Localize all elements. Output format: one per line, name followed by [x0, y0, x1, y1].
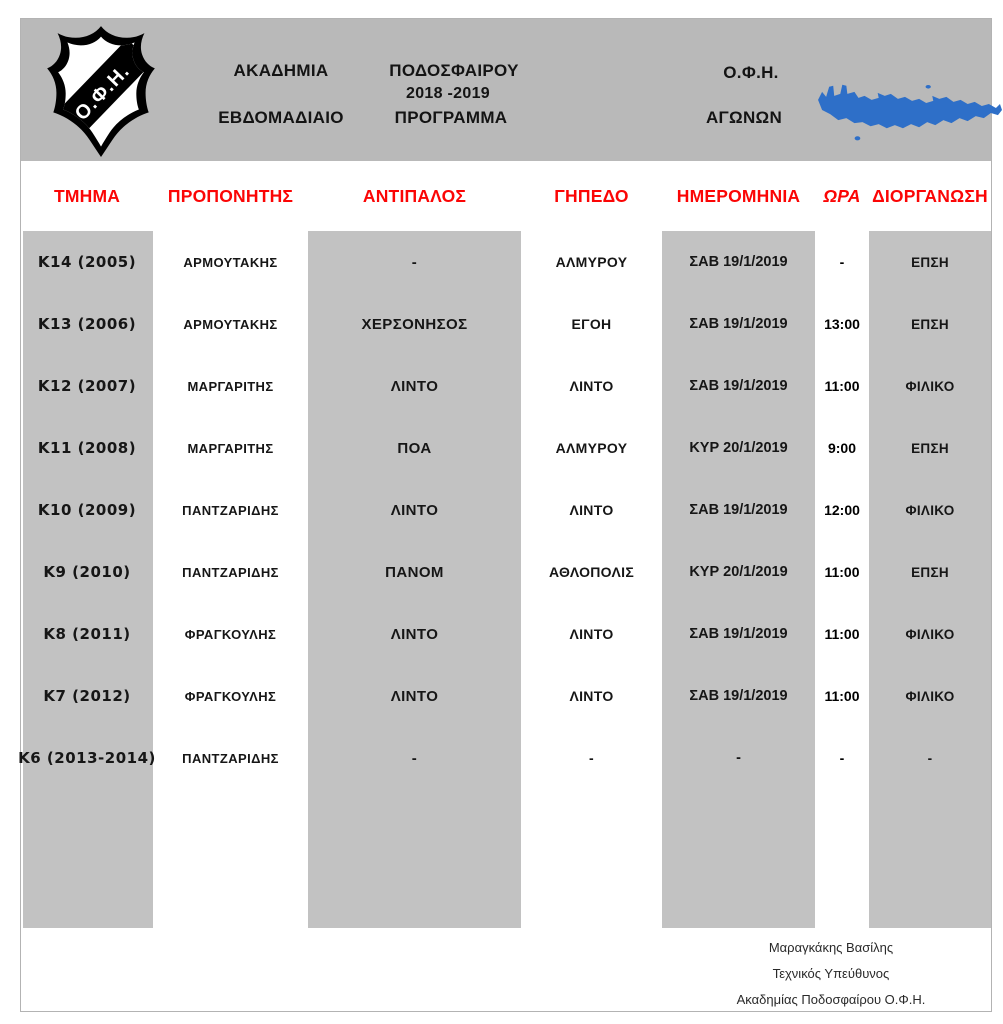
table-body — [18, 231, 991, 928]
competition-cell: ΦΙΛΙΚΟ — [905, 502, 955, 518]
coach-cell: ΑΡΜΟΥΤΑΚΗΣ — [183, 316, 278, 332]
ofi-crest-icon — [43, 25, 159, 157]
team-cell: Κ8 (2011) — [43, 625, 131, 643]
opponent-cell: ΛΙΝΤΟ — [390, 625, 439, 643]
coach-cell: ΜΑΡΓΑΡΙΤΗΣ — [187, 378, 274, 394]
date-cell: ΣΑΒ 19/1/2019 — [689, 254, 788, 270]
date-cell: ΣΑΒ 19/1/2019 — [689, 502, 788, 518]
date-cell: ΚΥΡ 20/1/2019 — [689, 440, 788, 456]
venue-cell: - — [589, 750, 594, 766]
table-header-row — [21, 161, 991, 231]
competition-cell: ΦΙΛΙΚΟ — [905, 626, 955, 642]
venue-cell: ΛΙΝΤΟ — [569, 502, 614, 518]
date-cell: ΣΑΒ 19/1/2019 — [689, 316, 788, 332]
time-cell: 12:00 — [824, 502, 860, 518]
column-header-proponitis: ΠΡΟΠΟΝΗΤΗΣ — [167, 185, 294, 206]
title-agonon: ΑΓΩΝΩΝ — [705, 108, 783, 127]
time-cell: 13:00 — [824, 316, 860, 332]
venue-cell: ΕΓΟΗ — [571, 316, 612, 332]
table-rows — [18, 231, 991, 789]
opponent-cell: ΛΙΝΤΟ — [390, 687, 439, 705]
crete-map-image — [814, 69, 1002, 147]
signature-title: Τεχνικός Υπεύθυνος — [772, 966, 890, 981]
venue-cell: ΛΙΝΤΟ — [569, 626, 614, 642]
opponent-cell: ΛΙΝΤΟ — [390, 377, 439, 395]
competition-cell: ΦΙΛΙΚΟ — [905, 378, 955, 394]
table-row — [21, 603, 991, 665]
team-cell: Κ11 (2008) — [37, 439, 137, 457]
title-programma: ΠΡΟΓΡΑΜΜΑ — [394, 108, 508, 127]
time-cell: - — [839, 254, 845, 270]
title-podosfairou: ΠΟΔΟΣΦΑΙΡΟΥ — [389, 61, 519, 80]
date-cell: ΣΑΒ 19/1/2019 — [689, 626, 788, 642]
column-header-gipedo: ΓΗΠΕΔΟ — [554, 185, 629, 206]
coach-cell: ΠΑΝΤΖΑΡΙΔΗΣ — [182, 750, 279, 766]
opponent-cell: ΧΕΡΣΟΝΗΣΟΣ — [361, 315, 468, 333]
opponent-cell: ΠΟΑ — [397, 439, 432, 457]
opponent-cell: ΠΑΝΟΜ — [385, 563, 444, 581]
title-ofi: Ο.Φ.Η. — [723, 63, 779, 82]
column-header-tmima: ΤΜΗΜΑ — [53, 185, 121, 206]
title-evdomadiaio: ΕΒΔΟΜΑΔΙΑΙΟ — [218, 108, 344, 127]
competition-cell: ΕΠΣΗ — [911, 316, 949, 332]
title-season: 2018 -2019 — [406, 85, 490, 102]
opponent-cell: - — [411, 253, 418, 271]
time-cell: 11:00 — [824, 564, 860, 580]
column-header-diorganosi: ΔΙΟΡΓΑΝΩΣΗ — [872, 185, 988, 206]
competition-cell: - — [927, 750, 933, 766]
team-cell: Κ12 (2007) — [37, 377, 137, 395]
date-cell: - — [736, 750, 741, 766]
venue-cell: ΑΛΜΥΡΟΥ — [555, 440, 628, 456]
table-row — [21, 355, 991, 417]
time-cell: - — [839, 750, 845, 766]
table-row — [21, 417, 991, 479]
team-cell: Κ7 (2012) — [43, 687, 131, 705]
title-akadimia: ΑΚΑΔΗΜΙΑ — [233, 61, 329, 80]
coach-cell: ΦΡΑΓΚΟΥΛΗΣ — [184, 688, 277, 704]
team-cell: Κ14 (2005) — [37, 253, 137, 271]
schedule-sheet — [20, 18, 992, 1012]
time-cell: 9:00 — [827, 440, 857, 456]
time-cell: 11:00 — [824, 688, 860, 704]
time-cell: 11:00 — [824, 626, 860, 642]
table-row — [21, 479, 991, 541]
coach-cell: ΦΡΑΓΚΟΥΛΗΣ — [184, 626, 277, 642]
coach-cell: ΠΑΝΤΖΑΡΙΔΗΣ — [182, 502, 279, 518]
date-cell: ΚΥΡ 20/1/2019 — [689, 564, 788, 580]
venue-cell: ΑΛΜΥΡΟΥ — [555, 254, 628, 270]
date-cell: ΣΑΒ 19/1/2019 — [689, 688, 788, 704]
coach-cell: ΑΡΜΟΥΤΑΚΗΣ — [183, 254, 278, 270]
table-row — [21, 665, 991, 727]
competition-cell: ΕΠΣΗ — [911, 564, 949, 580]
team-cell: Κ13 (2006) — [37, 315, 137, 333]
signature-name: Μαραγκάκης Βασίλης — [768, 940, 894, 955]
team-cell: Κ10 (2009) — [37, 501, 137, 519]
signature-org: Ακαδημίας Ποδοσφαίρου Ο.Φ.Η. — [736, 992, 926, 1007]
venue-cell: ΛΙΝΤΟ — [569, 688, 614, 704]
table-row — [21, 231, 991, 293]
column-header-imerominia: ΗΜΕΡΟΜΗΝΙΑ — [676, 185, 801, 206]
header-band — [21, 19, 991, 161]
coach-cell: ΠΑΝΤΖΑΡΙΔΗΣ — [182, 564, 279, 580]
competition-cell: ΦΙΛΙΚΟ — [905, 688, 955, 704]
coach-cell: ΜΑΡΓΑΡΙΤΗΣ — [187, 440, 274, 456]
table-row — [21, 293, 991, 355]
venue-cell: ΑΘΛΟΠΟΛΙΣ — [548, 564, 635, 580]
signature-block — [737, 935, 926, 1013]
team-cell: Κ9 (2010) — [43, 563, 131, 581]
opponent-cell: ΛΙΝΤΟ — [390, 501, 439, 519]
table-row — [18, 727, 991, 789]
date-cell: ΣΑΒ 19/1/2019 — [689, 378, 788, 394]
competition-cell: ΕΠΣΗ — [911, 440, 949, 456]
time-cell: 11:00 — [824, 378, 860, 394]
table-row — [21, 541, 991, 603]
team-cell: Κ6 (2013-2014) — [18, 749, 156, 767]
column-header-ora: ΩΡΑ — [823, 185, 861, 206]
opponent-cell: - — [411, 749, 418, 767]
venue-cell: ΛΙΝΤΟ — [569, 378, 614, 394]
competition-cell: ΕΠΣΗ — [911, 254, 949, 270]
ofi-crest-text: Ο.Φ.Η. — [70, 60, 135, 125]
column-header-antipalos: ΑΝΤΙΠΑΛΟΣ — [362, 185, 467, 206]
